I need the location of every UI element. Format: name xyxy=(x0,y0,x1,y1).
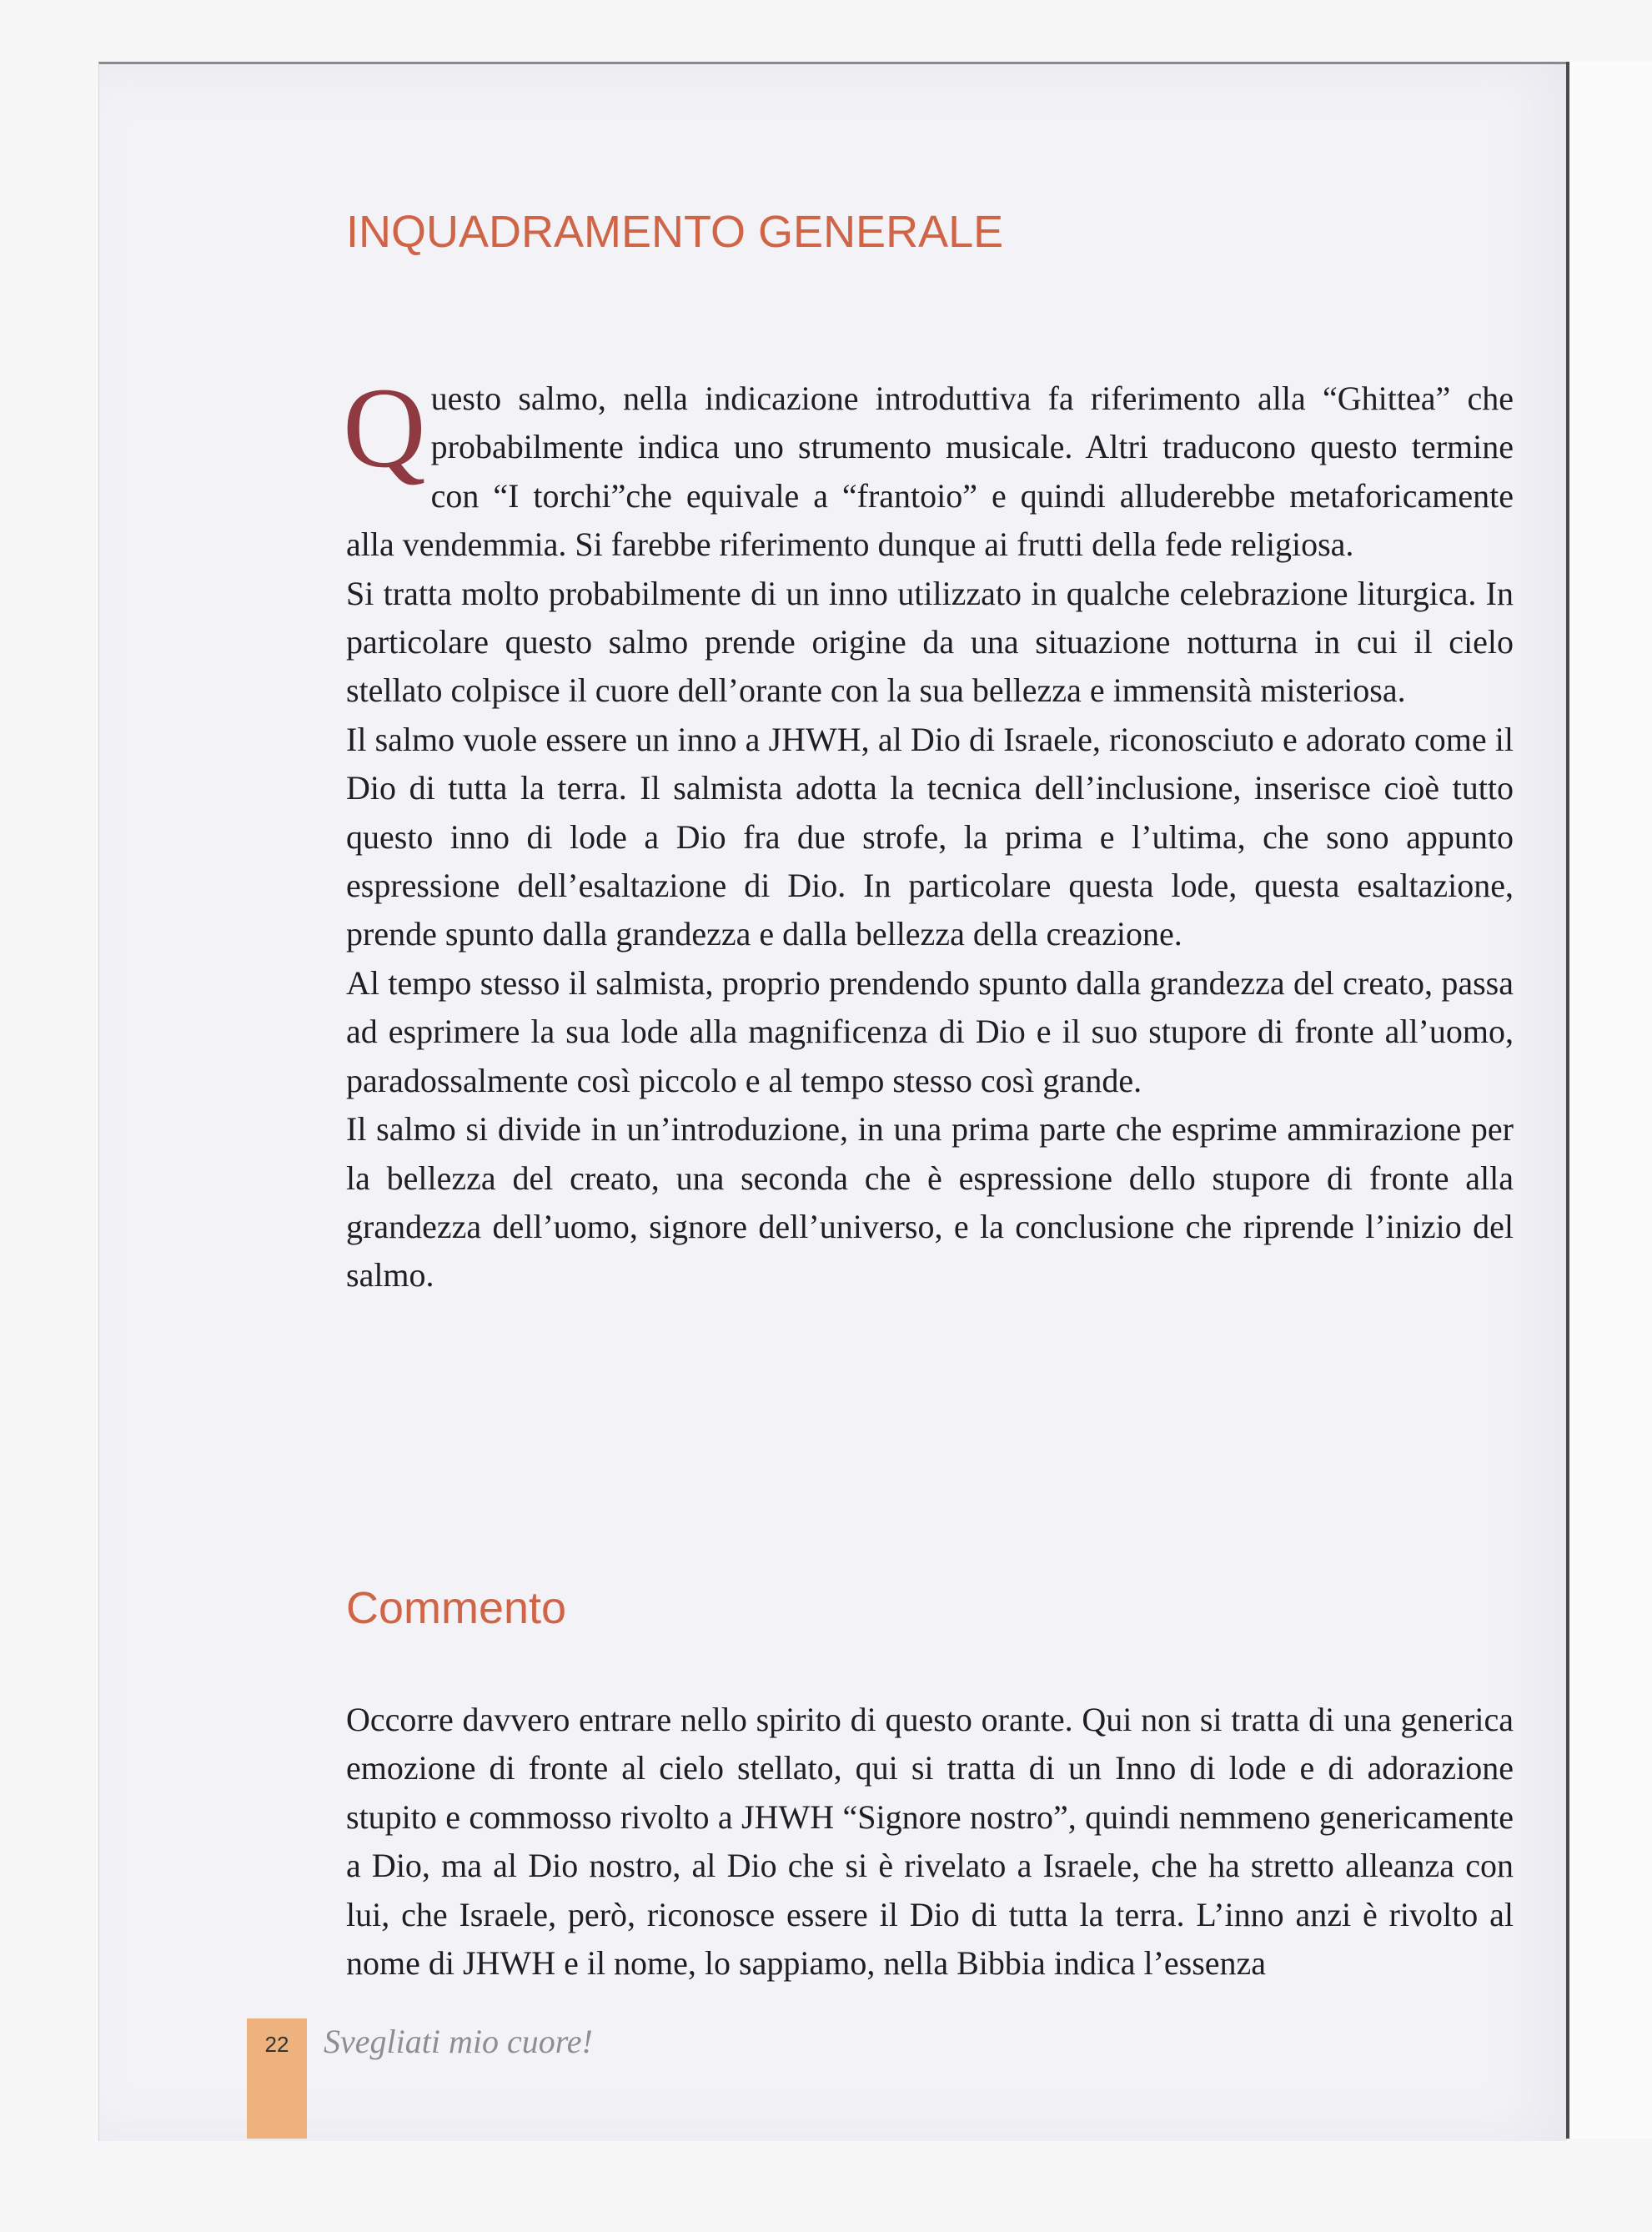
intro-paragraph-4: Al tempo stesso il salmista, proprio prendendo spunto dalla grandezza del creato, passa ad esprimere la sua lode alla magnificenza di Dio e il suo stupore di fronte all’uomo, paradossalmente così piccolo e al tempo stesso così grande. xyxy=(346,963,1514,1099)
comment-text xyxy=(346,1696,1514,1988)
binding-line xyxy=(1566,62,1569,2139)
comment-paragraph-1: Occorre davvero entrare nello spirito di questo orante. Qui non si tratta di una generica emozione di fronte al cielo stellato, qui si tratta di un Inno di lode e di adorazione stupito e commosso rivolto a JHWH “Signore nostro”, quindi nemmeno genericamente a Dio, ma al Dio nostro, al Dio che si è rivelato a Israele, che ha stretto alleanza con lui, che Israele, però, riconosce essere il Dio di tutta la terra. L’inno anzi è rivolto al nome di JHWH e il nome, lo sappiamo, nella Bibbia indica l’essenza xyxy=(346,1701,1514,1983)
drop-cap: Q xyxy=(343,364,426,491)
comment-heading: Commento xyxy=(346,1583,567,1633)
intro-paragraph-5: Il salmo si divide in un’introduzione, in una prima parte che esprime ammirazione per la bellezza del creato, una seconda che è espressione dello stupore di fronte alla grandezza dell’uomo, signore dell’universo, e la conclusione che riprende l’inizio del salmo. xyxy=(346,1110,1514,1294)
book-page xyxy=(98,62,1567,2141)
intro-paragraph-1 xyxy=(343,364,1514,570)
intro-paragraph-2: Si tratta molto probabilmente di un inno utilizzato in qualche celebrazione liturgica. In particolare questo salmo prende origine da una situazione notturna in cui il cielo stellato colpisce il cuore dell’orante con la sua bellezza e immensità misteriosa. xyxy=(346,574,1514,710)
book-title: Svegliati mio cuore! xyxy=(324,2023,593,2060)
page-number: 22 xyxy=(264,2032,289,2057)
intro-paragraph-1-text: uesto salmo, nella indicazione introduttiva fa riferimento alla “Ghittea” che probabilmente indica uno strumento musicale. Altri traducono questo termine con “I torchi”che equivale a “frantoio” e quindi alluderebbe metaforicamente alla vendemmia. Si farebbe riferimento dunque ai frutti della fede religiosa. xyxy=(346,380,1514,564)
intro-text xyxy=(343,364,1514,1300)
section-heading: INQUADRAMENTO GENERALE xyxy=(346,207,1004,257)
facing-page-edge xyxy=(1569,62,1652,2139)
intro-paragraph-3: Il salmo vuole essere un inno a JHWH, al Dio di Israele, riconosciuto e adorato come il Dio di tutta la terra. Il salmista adotta la tecnica dell’inclusione, inserisce cioè tutto questo inno di lode a Dio fra due strofe, la prima e l’ultima, che sono appunto espressione dell’esaltazione di Dio. In particolare questa lode, questa esaltazione, prende spunto dalla grandezza e dalla bellezza della creazione. xyxy=(346,720,1514,953)
